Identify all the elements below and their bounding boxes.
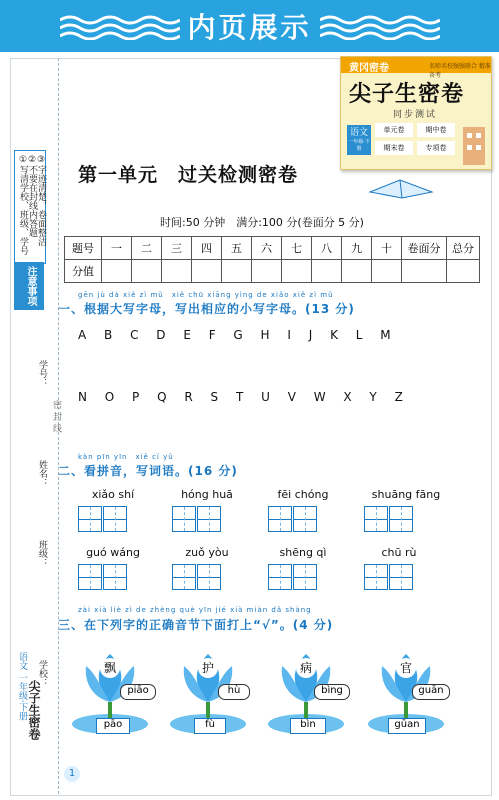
table-row: 题号 一 二 三 四 五 六 七 八 九 十 卷面分 总分 (65, 237, 480, 260)
book-cover-thumbnail (340, 56, 492, 170)
lotus-character: 护 (198, 658, 218, 678)
name-label: 姓名： (37, 460, 47, 487)
section-3-pinyin: zài xià liè zì de zhèng què yīn jié xià miàn dǎ shàng (78, 606, 312, 614)
uppercase-row-2: N O P Q R S T U V W X Y Z (78, 390, 410, 404)
page-number: 1 (64, 766, 80, 782)
cover-title: 尖子生密卷 (349, 82, 465, 107)
notice-box (14, 150, 46, 264)
word-box[interactable]: shēng qì (268, 546, 338, 590)
cover-slogan: 名师名校强强联合 精准备考 (429, 63, 491, 79)
cover-subject-badge: 语文 一年级·下册 (347, 125, 371, 155)
lotus-character: 病 (296, 658, 316, 678)
section-1-title: 一、根据大写字母，写出相应的小写字母。(13 分) (58, 302, 355, 316)
book-name: 尖子生密卷 (27, 680, 41, 740)
lotus-question (164, 644, 254, 740)
pinyin-option[interactable]: guān (412, 684, 450, 700)
lotus-question (262, 644, 352, 740)
cover-subtitle: 同步测试 (393, 110, 438, 120)
book-subtitle: 语文 一年级·下册 (17, 652, 27, 721)
notice-label: 注意事项 (14, 262, 44, 310)
cover-brand: 黄冈密卷 (349, 63, 389, 74)
section-2-pinyin: kàn pīn yīn xiě cí yǔ (78, 453, 174, 461)
score-table (64, 236, 480, 283)
banner-title: 内页展示 (187, 11, 312, 44)
lotus-question (362, 644, 452, 740)
building-icon (461, 121, 487, 165)
pinyin-option[interactable]: fù (194, 718, 226, 734)
notice-item: ①写清学校、班级、学号 (18, 155, 28, 255)
word-box[interactable]: chū rù (364, 546, 434, 590)
notice-item: ③字迹清楚，卷面整洁 (36, 155, 46, 246)
word-box[interactable]: hóng huā (172, 488, 242, 532)
lotus-character: 官 (396, 658, 416, 678)
word-box[interactable]: guó wáng (78, 546, 148, 590)
word-box[interactable]: shuāng fāng (364, 488, 448, 532)
student-number-label: 学号： (37, 360, 47, 387)
wave-decoration-icon (320, 14, 440, 40)
pinyin-option[interactable]: bìng (314, 684, 350, 700)
word-box[interactable]: fēi chóng (268, 488, 338, 532)
book-illustration-icon (366, 172, 436, 200)
section-2-title: 二、看拼音，写词语。(16 分) (58, 464, 238, 478)
class-label: 班级： (37, 540, 47, 567)
top-banner (0, 0, 499, 52)
seal-line-label: 密 封 线 (51, 400, 61, 433)
word-box[interactable]: xiǎo shí (78, 488, 148, 532)
lotus-question (66, 644, 156, 740)
section-1-pinyin: gēn jù dà xiě zì mǔ xiě chū xiāng yìng de xiǎo xiě zì mǔ (78, 291, 334, 299)
cover-item-list: 单元卷 期中卷 期末卷 专项卷 (375, 123, 455, 163)
table-row: 分值 (65, 260, 480, 283)
exam-meta: 时间:50 分钟 满分:100 分(卷面分 5 分) (160, 216, 364, 229)
pinyin-option[interactable]: bìn (290, 718, 326, 734)
pinyin-option[interactable]: gūan (388, 718, 426, 734)
section-3-title: 三、在下列字的正确音节下面打上“√”。(4 分) (58, 618, 334, 632)
uppercase-row-1: A B C D E F G H I J K L M (78, 328, 398, 342)
notice-item: ②不要在封线内答题 (27, 155, 37, 237)
word-box[interactable]: zuǒ yòu (172, 546, 242, 590)
school-label: 学校： (37, 660, 47, 687)
pinyin-option[interactable]: hù (218, 684, 250, 700)
unit-title: 第一单元 过关检测密卷 (78, 164, 299, 186)
lotus-character: 飘 (100, 658, 120, 678)
pinyin-option[interactable]: pāo (96, 718, 130, 734)
pinyin-option[interactable]: piāo (120, 684, 156, 700)
